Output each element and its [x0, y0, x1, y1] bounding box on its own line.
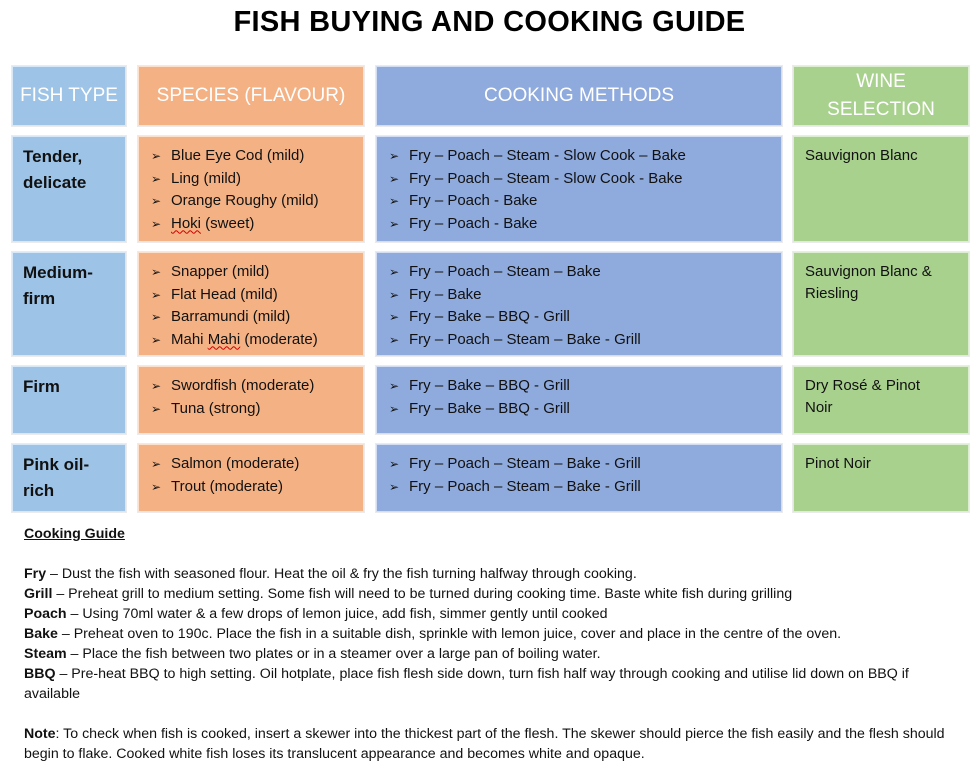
arrow-bullet-icon: ➢ — [389, 401, 400, 416]
header-cooking-methods-label: COOKING METHODS — [483, 85, 674, 106]
fish-type-label: Firm — [23, 377, 60, 396]
species-item — [151, 213, 363, 236]
arrow-bullet-icon: ➢ — [151, 379, 162, 393]
arrow-bullet-icon: ➢ — [151, 149, 162, 163]
page-title: FISH BUYING AND COOKING GUIDE — [233, 6, 746, 38]
method-item: ➢ Fry – Poach – Steam – Bake - Grill — [389, 453, 781, 476]
method-item: ➢ Fry – Poach – Steam – Bake - Grill — [389, 329, 781, 352]
arrow-bullet-icon: ➢ — [151, 287, 162, 302]
cooking-guide-heading: Cooking Guide — [24, 526, 125, 542]
arrow-bullet-icon: ➢ — [151, 401, 162, 416]
header-wine-selection-label: WINE SELECTION — [827, 71, 935, 120]
species-item: ➢ Barramundi (mild) — [151, 306, 363, 329]
method-item: ➢ Fry – Poach – Steam - Slow Cook - Bake — [389, 168, 781, 191]
species-cell-medium-firm — [138, 252, 364, 356]
guide-item-bake: Bake – Preheat oven to 190c. Place the fish in a suitable dish, sprinkle with lemon juice, cover and place in the centre of the oven. — [24, 626, 842, 642]
method-item: ➢ Fry – Poach - Bake — [389, 190, 781, 213]
methods-cell-medium-firm — [376, 252, 782, 356]
method-item: ➢ Fry – Bake — [389, 284, 781, 307]
wine-selection-text: Sauvignon Blanc — [805, 147, 918, 164]
arrow-bullet-icon: ➢ — [389, 310, 400, 324]
guide-item-poach: Poach – Using 70ml water & a few drops of lemon juice, add fish, simmer gently until cooked — [24, 606, 608, 622]
species-item: ➢ Ling (mild) — [151, 168, 363, 191]
arrow-bullet-icon: ➢ — [389, 332, 400, 347]
species-item: ➢ Trout (moderate) — [151, 476, 363, 499]
arrow-bullet-icon: ➢ — [389, 149, 400, 163]
guide-item-steam: Steam – Place the fish between two plates or in a steamer over a large pan of boiling water. — [24, 646, 601, 662]
method-item: ➢ Fry – Bake – BBQ - Grill — [389, 398, 781, 421]
methods-cell-pink-oil-rich — [376, 444, 782, 512]
guide-item-fry: Fry – Dust the fish with seasoned flour. Heat the oil & fry the fish turning halfway through cooking. — [24, 566, 637, 582]
arrow-bullet-icon: ➢ — [389, 287, 400, 302]
method-item: ➢ Fry – Poach – Steam – Bake - Grill — [389, 476, 781, 499]
arrow-bullet-icon: ➢ — [151, 457, 162, 471]
header-wine-selection — [793, 66, 969, 126]
arrow-bullet-icon: ➢ — [389, 194, 400, 208]
wine-cell-firm — [793, 366, 969, 434]
header-fish-type-label: FISH TYPE — [20, 85, 118, 106]
species-item: ➢ Orange Roughy (mild) — [151, 190, 363, 213]
fish-type-pink-oil-rich — [12, 444, 126, 512]
header-species — [138, 66, 364, 126]
species-item: ➢ Tuna (strong) — [151, 398, 363, 421]
wine-cell-medium-firm — [793, 252, 969, 356]
arrow-bullet-icon: ➢ — [389, 265, 400, 279]
method-item: ➢ Fry – Bake – BBQ - Grill — [389, 306, 781, 329]
arrow-bullet-icon: ➢ — [389, 379, 400, 393]
method-item: ➢ Fry – Poach - Bake — [389, 213, 781, 236]
method-item: ➢ Fry – Poach – Steam - Slow Cook – Bake — [389, 145, 781, 168]
wine-selection-text: Sauvignon Blanc & Riesling — [805, 263, 932, 302]
species-cell-tender-delicate — [138, 136, 364, 242]
header-species-label: SPECIES (FLAVOUR) — [156, 85, 346, 106]
fish-type-firm — [12, 366, 126, 434]
wine-cell-tender-delicate — [793, 136, 969, 242]
species-item: ➢ Salmon (moderate) — [151, 453, 363, 476]
wine-selection-text: Dry Rosé & Pinot Noir — [805, 377, 921, 416]
methods-cell-firm — [376, 366, 782, 434]
arrow-bullet-icon: ➢ — [389, 171, 400, 186]
header-fish-type — [12, 66, 126, 126]
arrow-bullet-icon: ➢ — [151, 171, 162, 186]
arrow-bullet-icon: ➢ — [151, 216, 162, 231]
method-item: ➢ Fry – Poach – Steam – Bake — [389, 261, 781, 284]
method-item: ➢ Fry – Bake – BBQ - Grill — [389, 375, 781, 398]
guide-item-bbq: BBQ – Pre-heat BBQ to high setting. Oil hotplate, place fish flesh side down, turn fish half way through cooking and utilise lid down on BBQ if available — [24, 666, 909, 702]
wine-selection-text: Pinot Noir — [805, 455, 871, 472]
species-item: ➢ Blue Eye Cod (mild) — [151, 145, 363, 168]
fish-type-label: Tender, delicate — [23, 147, 87, 192]
arrow-bullet-icon: ➢ — [151, 332, 162, 347]
cooking-guide — [24, 524, 964, 764]
arrow-bullet-icon: ➢ — [389, 216, 400, 231]
arrow-bullet-icon: ➢ — [389, 479, 400, 494]
wine-cell-pink-oil-rich — [793, 444, 969, 512]
fish-type-medium-firm — [12, 252, 126, 356]
fish-type-tender-delicate — [12, 136, 126, 242]
guide-item-grill: Grill – Preheat grill to medium setting. Some fish will need to be turned during cooking time. Baste white fish during grilling — [24, 586, 793, 602]
species-hoki: Hoki (sweet) — [171, 214, 255, 232]
arrow-bullet-icon: ➢ — [151, 194, 162, 208]
species-cell-firm — [138, 366, 364, 434]
species-cell-pink-oil-rich — [138, 444, 364, 512]
arrow-bullet-icon: ➢ — [151, 310, 162, 324]
arrow-bullet-icon: ➢ — [389, 457, 400, 471]
guide-note: Note: To check when fish is cooked, insert a skewer into the thickest part of the flesh. The skewer should pierce the fish easily and the flesh should begin to flake. Cooked white fish loses its translucent appearance and becomes white and opaque. — [24, 726, 945, 762]
species-item: ➢ Snapper (mild) — [151, 261, 363, 284]
fish-type-label: Pink oil-rich — [23, 455, 90, 500]
species-item: ➢ Swordfish (moderate) — [151, 375, 363, 398]
header-cooking-methods — [376, 66, 782, 126]
arrow-bullet-icon: ➢ — [151, 479, 162, 494]
methods-cell-tender-delicate — [376, 136, 782, 242]
fish-type-label: Medium-firm — [23, 263, 93, 308]
species-item: ➢ Mahi Mahi (moderate) — [151, 329, 363, 352]
arrow-bullet-icon: ➢ — [151, 265, 162, 279]
species-item: ➢ Flat Head (mild) — [151, 284, 363, 307]
